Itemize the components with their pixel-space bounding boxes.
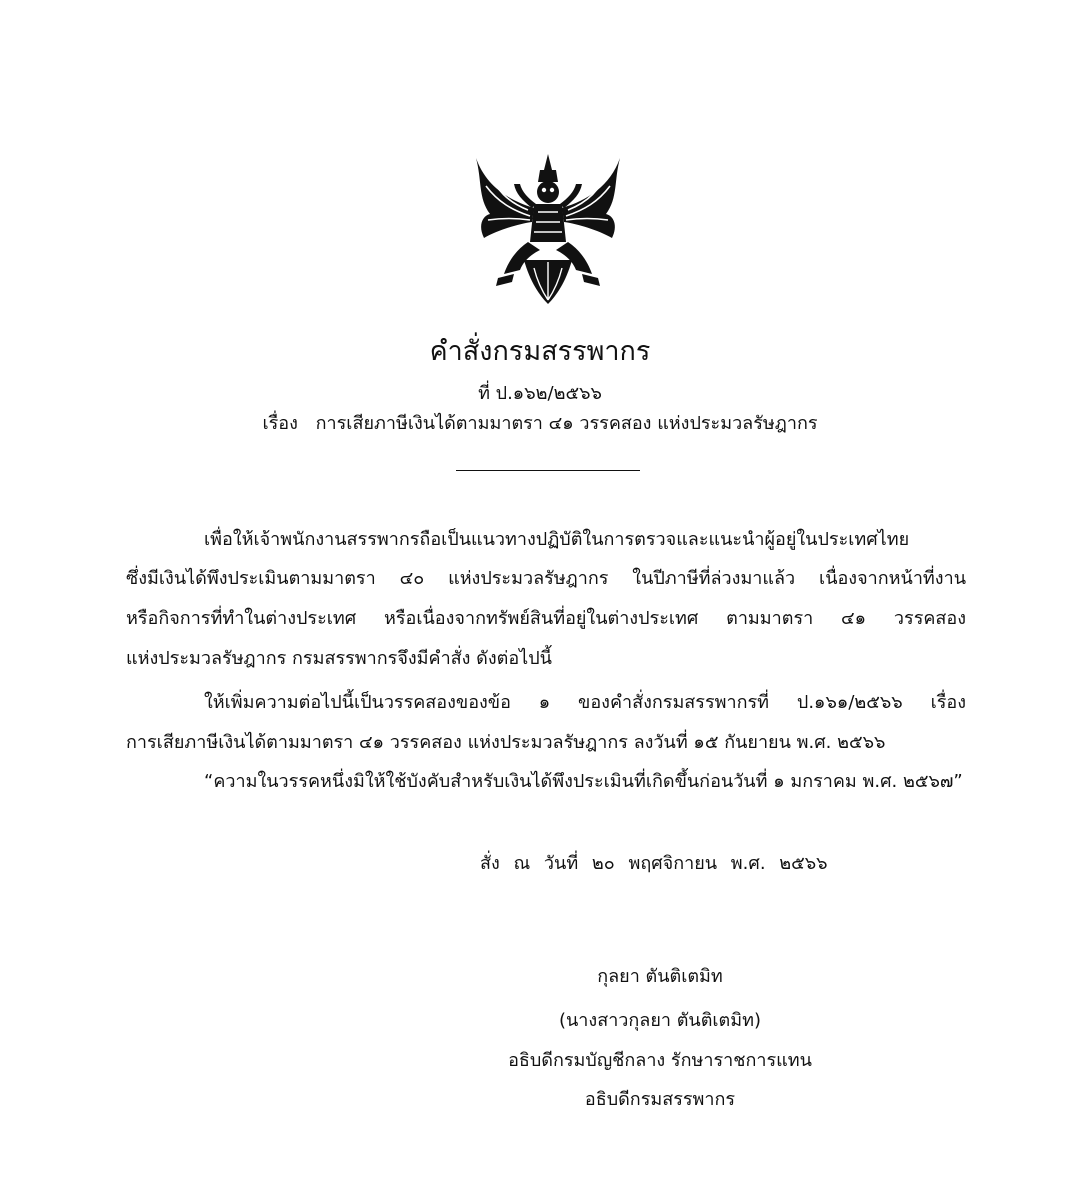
order-number: ที่ ป.๑๖๒/๒๕๖๖ bbox=[478, 383, 602, 404]
subject-label: เรื่อง bbox=[262, 413, 298, 434]
garuda-emblem-icon bbox=[468, 150, 628, 310]
paragraph-1-line-1: เพื่อให้เจ้าพนักงานสรรพากรถือเป็นแนวทางปฏิบัติในการตรวจและแนะนำผู้อยู่ในประเทศไทย bbox=[204, 529, 910, 550]
header-divider bbox=[456, 470, 640, 471]
paragraph-1-line-4: แห่งประมวลรัษฎากร กรมสรรพากรจึงมีคำสั่ง ดังต่อไปนี้ bbox=[126, 648, 552, 669]
order-title: คำสั่งกรมสรรพากร bbox=[429, 336, 651, 367]
order-date: สั่ง ณ วันที่ ๒๐ พฤศจิกายน พ.ศ. ๒๕๖๖ bbox=[480, 853, 828, 874]
signature-name: กุลยา ตันติเตมิท bbox=[597, 966, 723, 987]
order-subject bbox=[0, 411, 1080, 437]
signatory-position-2: อธิบดีกรมสรรพากร bbox=[584, 1089, 736, 1110]
signatory-full-name: (นางสาวกุลยา ตันติเตมิท) bbox=[558, 1010, 761, 1031]
amendment-quote: “ความในวรรคหนึ่งมิให้ใช้บังคับสำหรับเงินได้พึงประเมินที่เกิดขึ้นก่อนวันที่ ๑ มกราคม พ.ศ. ๒๕๖๗” bbox=[204, 771, 963, 792]
paragraph-1-line-2: ซึ่งมีเงินได้พึงประเมินตามมาตรา ๔๐ แห่งประมวลรัษฎากร ในปีภาษีที่ล่วงมาแล้ว เนื่องจากหน้าที่งาน bbox=[126, 568, 966, 589]
paragraph-1-line-3: หรือกิจการที่ทำในต่างประเทศ หรือเนื่องจากทรัพย์สินที่อยู่ในต่างประเทศ ตามมาตรา ๔๑ วรรคสอง bbox=[126, 608, 966, 629]
paragraph-2-line-1: ให้เพิ่มความต่อไปนี้เป็นวรรคสองของข้อ ๑ ของคำสั่งกรมสรรพากรที่ ป.๑๖๑/๒๕๖๖ เรื่อง bbox=[204, 692, 966, 713]
subject-text: การเสียภาษีเงินได้ตามมาตรา ๔๑ วรรคสอง แห่งประมวลรัษฎากร bbox=[315, 413, 818, 434]
paragraph-2-line-2: การเสียภาษีเงินได้ตามมาตรา ๔๑ วรรคสอง แห่งประมวลรัษฎากร ลงวันที่ ๑๕ กันยายน พ.ศ. ๒๕๖๖ bbox=[126, 732, 886, 753]
signatory-position: อธิบดีกรมบัญชีกลาง รักษาราชการแทน bbox=[508, 1050, 812, 1071]
